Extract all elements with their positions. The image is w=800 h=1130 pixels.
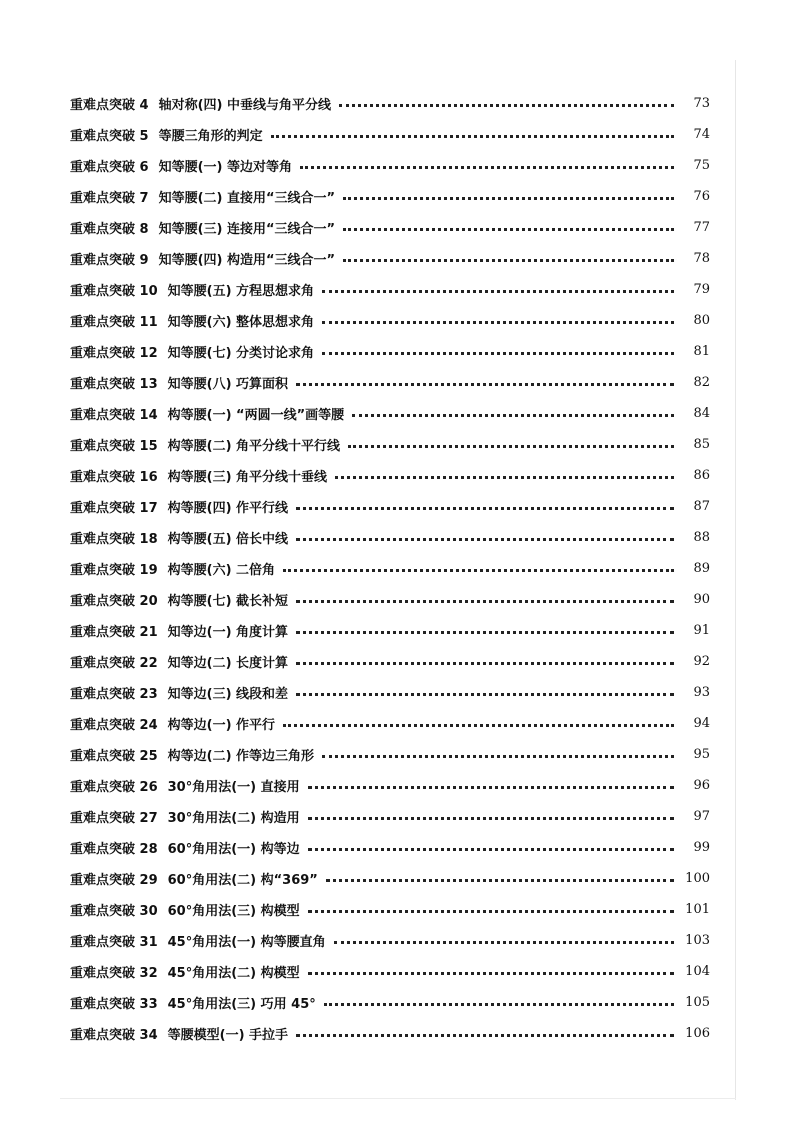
- toc-entry-label: 重难点突破 32: [70, 966, 158, 981]
- toc-entry-page-number: 103: [685, 933, 710, 948]
- toc-entry-page-number: 97: [693, 809, 710, 824]
- toc-entry-label: 重难点突破 17: [70, 501, 158, 516]
- dot-leader: [296, 507, 674, 510]
- toc-entry-page-number: 106: [685, 1026, 710, 1041]
- toc-entry-page-number: 104: [685, 964, 710, 979]
- toc-entry-page-number: 81: [693, 344, 710, 359]
- toc-entry[interactable]: [70, 212, 710, 243]
- toc-entry[interactable]: [70, 305, 710, 336]
- dot-leader: [296, 600, 674, 603]
- toc-entry-page-number: 86: [693, 468, 710, 483]
- dot-leader: [352, 414, 674, 417]
- dot-leader: [339, 104, 674, 107]
- toc-entry-page-number: 85: [693, 437, 710, 452]
- toc-entry[interactable]: [70, 274, 710, 305]
- toc-entry-page-number: 80: [693, 313, 710, 328]
- toc-entry-label: 重难点突破 31: [70, 935, 158, 950]
- dot-leader: [296, 1034, 674, 1037]
- toc-entry[interactable]: [70, 956, 710, 987]
- toc-entry-title: 45°角用法(一) 构等腰直角: [167, 935, 326, 950]
- toc-entry-label: 重难点突破 20: [70, 594, 158, 609]
- toc-entry[interactable]: [70, 584, 710, 615]
- toc-entry-page-number: 90: [693, 592, 710, 607]
- toc-entry[interactable]: [70, 460, 710, 491]
- toc-entry[interactable]: [70, 181, 710, 212]
- toc-entry-title: 构等腰(三) 角平分线十垂线: [167, 470, 328, 485]
- toc-entry-label: 重难点突破 7: [70, 191, 149, 206]
- toc-entry-title: 知等腰(七) 分类讨论求角: [167, 346, 315, 361]
- toc-entry-label: 重难点突破 33: [70, 997, 158, 1012]
- toc-entry-page-number: 75: [693, 158, 710, 173]
- toc-entry-page-number: 95: [693, 747, 710, 762]
- toc-entry-title: 构等腰(六) 二倍角: [167, 563, 276, 578]
- toc-entry-label: 重难点突破 13: [70, 377, 158, 392]
- toc-entry-page-number: 92: [693, 654, 710, 669]
- dot-leader: [271, 135, 674, 138]
- toc-entry-title: 知等腰(二) 直接用“三线合一”: [158, 191, 336, 206]
- toc-entry-label: 重难点突破 5: [70, 129, 149, 144]
- toc-entry-title: 60°角用法(二) 构“369”: [167, 873, 318, 888]
- toc-entry-label: 重难点突破 14: [70, 408, 158, 423]
- toc-entry-title: 构等腰(二) 角平分线十平行线: [167, 439, 341, 454]
- toc-entry-page-number: 96: [693, 778, 710, 793]
- toc-entry-label: 重难点突破 21: [70, 625, 158, 640]
- toc-entry-label: 重难点突破 24: [70, 718, 158, 733]
- toc-entry[interactable]: [70, 646, 710, 677]
- toc-entry[interactable]: [70, 429, 710, 460]
- dot-leader: [296, 538, 674, 541]
- toc-entry-label: 重难点突破 25: [70, 749, 158, 764]
- page-edge-bottom: [60, 1098, 736, 1099]
- toc-entry[interactable]: [70, 987, 710, 1018]
- toc-entry-label: 重难点突破 12: [70, 346, 158, 361]
- toc-entry-page-number: 74: [693, 127, 710, 142]
- toc-entry[interactable]: [70, 925, 710, 956]
- toc-entry-page-number: 91: [693, 623, 710, 638]
- toc-entry-label: 重难点突破 34: [70, 1028, 158, 1043]
- toc-entry[interactable]: [70, 150, 710, 181]
- toc-entry-label: 重难点突破 28: [70, 842, 158, 857]
- toc-entry-label: 重难点突破 30: [70, 904, 158, 919]
- toc-entry-label: 重难点突破 19: [70, 563, 158, 578]
- toc-entry[interactable]: [70, 336, 710, 367]
- toc-entry-title: 等腰模型(一) 手拉手: [167, 1028, 289, 1043]
- toc-entry-title: 知等腰(八) 巧算面积: [167, 377, 289, 392]
- dot-leader: [283, 724, 674, 727]
- toc-entry-page-number: 88: [693, 530, 710, 545]
- dot-leader: [296, 383, 674, 386]
- dot-leader: [326, 879, 674, 882]
- dot-leader: [324, 1003, 674, 1006]
- toc-entry[interactable]: [70, 615, 710, 646]
- toc-entry-title: 等腰三角形的判定: [158, 129, 263, 144]
- toc-entry-page-number: 100: [685, 871, 710, 886]
- dot-leader: [308, 910, 674, 913]
- dot-leader: [322, 352, 674, 355]
- toc-entry-label: 重难点突破 10: [70, 284, 158, 299]
- toc-entry[interactable]: [70, 739, 710, 770]
- toc-entry-title: 45°角用法(三) 巧用 45°: [167, 997, 316, 1012]
- toc-entry-label: 重难点突破 26: [70, 780, 158, 795]
- toc-entry-title: 知等腰(四) 构造用“三线合一”: [158, 253, 336, 268]
- toc-entry-title: 构等边(一) 作平行: [167, 718, 276, 733]
- dot-leader: [322, 321, 674, 324]
- toc-entry[interactable]: [70, 894, 710, 925]
- dot-leader: [308, 786, 674, 789]
- toc-entry-title: 轴对称(四) 中垂线与角平分线: [158, 98, 331, 113]
- toc-entry-title: 知等腰(三) 连接用“三线合一”: [158, 222, 336, 237]
- dot-leader: [308, 817, 674, 820]
- dot-leader: [300, 166, 674, 169]
- toc-entry-label: 重难点突破 29: [70, 873, 158, 888]
- toc-entry-page-number: 79: [693, 282, 710, 297]
- toc-entry[interactable]: [70, 1018, 710, 1049]
- toc-entry-page-number: 84: [693, 406, 710, 421]
- page-edge: [735, 60, 736, 1100]
- toc-entry-title: 知等边(二) 长度计算: [167, 656, 289, 671]
- toc-entry-label: 重难点突破 27: [70, 811, 158, 826]
- dot-leader: [343, 197, 674, 200]
- toc-entry-title: 知等腰(一) 等边对等角: [158, 160, 292, 175]
- toc-entry-page-number: 99: [693, 840, 710, 855]
- toc-entry-title: 构等边(二) 作等边三角形: [167, 749, 315, 764]
- toc-entry[interactable]: [70, 708, 710, 739]
- dot-leader: [322, 290, 674, 293]
- dot-leader: [308, 972, 674, 975]
- toc-entry-title: 45°角用法(二) 构模型: [167, 966, 300, 981]
- dot-leader: [296, 693, 674, 696]
- dot-leader: [334, 941, 674, 944]
- dot-leader: [296, 662, 674, 665]
- dot-leader: [308, 848, 674, 851]
- toc-entry-page-number: 77: [693, 220, 710, 235]
- toc-entry[interactable]: [70, 88, 710, 119]
- toc-entry-title: 30°角用法(二) 构造用: [167, 811, 300, 826]
- toc-entry-title: 构等腰(七) 截长补短: [167, 594, 289, 609]
- toc-entry-page-number: 105: [685, 995, 710, 1010]
- toc-entry[interactable]: [70, 677, 710, 708]
- toc-entry-label: 重难点突破 6: [70, 160, 149, 175]
- table-of-contents: [70, 88, 710, 1049]
- toc-entry[interactable]: [70, 119, 710, 150]
- toc-entry[interactable]: [70, 832, 710, 863]
- toc-entry-label: 重难点突破 9: [70, 253, 149, 268]
- toc-entry-title: 知等边(三) 线段和差: [167, 687, 289, 702]
- toc-entry-title: 60°角用法(一) 构等边: [167, 842, 300, 857]
- toc-entry-page-number: 73: [693, 96, 710, 111]
- toc-entry-label: 重难点突破 18: [70, 532, 158, 547]
- dot-leader: [283, 569, 674, 572]
- toc-entry-title: 30°角用法(一) 直接用: [167, 780, 300, 795]
- dot-leader: [296, 631, 674, 634]
- toc-entry[interactable]: [70, 243, 710, 274]
- toc-entry-page-number: 78: [693, 251, 710, 266]
- toc-entry-label: 重难点突破 23: [70, 687, 158, 702]
- toc-entry[interactable]: [70, 367, 710, 398]
- toc-entry-title: 构等腰(五) 倍长中线: [167, 532, 289, 547]
- dot-leader: [335, 476, 674, 479]
- toc-entry[interactable]: [70, 522, 710, 553]
- toc-entry-title: 构等腰(一) “两圆一线”画等腰: [167, 408, 345, 423]
- toc-entry-label: 重难点突破 11: [70, 315, 158, 330]
- toc-entry-page-number: 101: [685, 902, 710, 917]
- toc-entry-page-number: 87: [693, 499, 710, 514]
- toc-entry-label: 重难点突破 16: [70, 470, 158, 485]
- toc-entry[interactable]: [70, 801, 710, 832]
- toc-entry[interactable]: [70, 770, 710, 801]
- toc-entry-label: 重难点突破 15: [70, 439, 158, 454]
- toc-entry[interactable]: [70, 553, 710, 584]
- dot-leader: [343, 259, 674, 262]
- toc-entry-title: 知等边(一) 角度计算: [167, 625, 289, 640]
- toc-entry-page-number: 93: [693, 685, 710, 700]
- toc-entry-title: 知等腰(五) 方程思想求角: [167, 284, 315, 299]
- toc-entry-label: 重难点突破 8: [70, 222, 149, 237]
- toc-entry[interactable]: [70, 491, 710, 522]
- toc-entry-title: 60°角用法(三) 构模型: [167, 904, 300, 919]
- toc-entry-title: 知等腰(六) 整体思想求角: [167, 315, 315, 330]
- toc-entry-label: 重难点突破 4: [70, 98, 149, 113]
- toc-entry-label: 重难点突破 22: [70, 656, 158, 671]
- toc-entry-page-number: 82: [693, 375, 710, 390]
- dot-leader: [343, 228, 674, 231]
- toc-entry-title: 构等腰(四) 作平行线: [167, 501, 289, 516]
- dot-leader: [348, 445, 674, 448]
- dot-leader: [322, 755, 674, 758]
- toc-entry[interactable]: [70, 863, 710, 894]
- toc-entry-page-number: 94: [693, 716, 710, 731]
- toc-entry[interactable]: [70, 398, 710, 429]
- toc-entry-page-number: 76: [693, 189, 710, 204]
- toc-entry-page-number: 89: [693, 561, 710, 576]
